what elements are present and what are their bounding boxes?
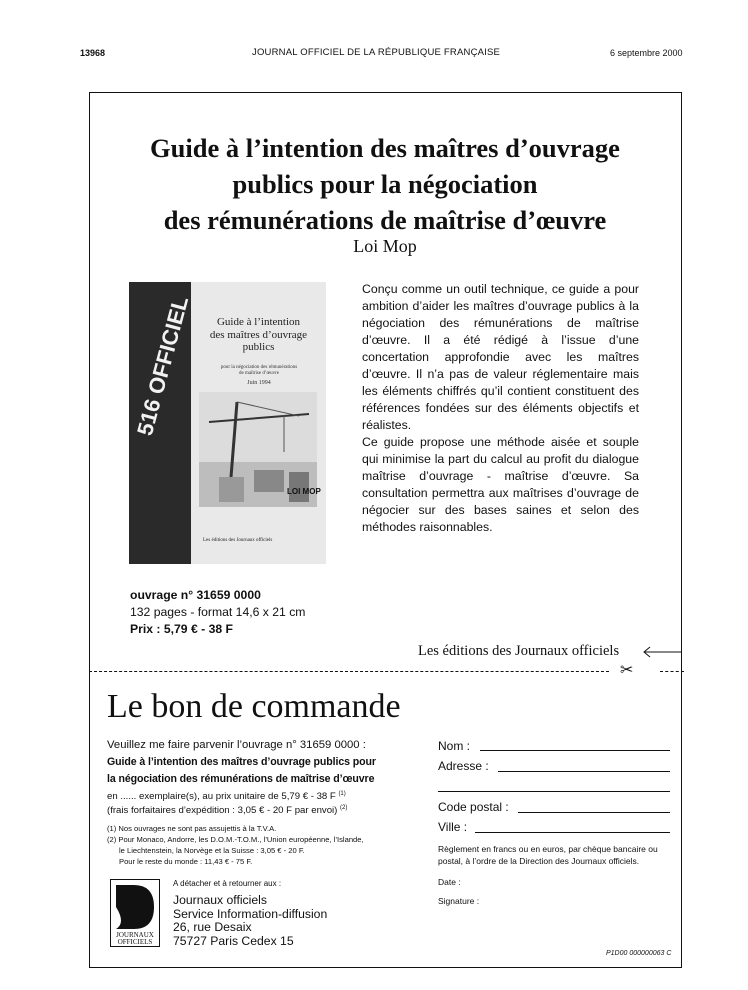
publication-date: 6 septembre 2000 (610, 48, 683, 58)
order-guide-title: la négociation des rémunérations de maîtrise d’œuvre (107, 773, 375, 785)
payment-terms: Règlement en francs ou en euros, par chèque bancaire ou postal, à l’ordre de la Direction des Journaux officiels. (438, 844, 658, 866)
guide-title-line: des rémunérations de maîtrise d’œuvre (163, 205, 607, 235)
order-quantity (107, 791, 346, 802)
cover-subtitle-line: pour la négociation des rémunérations (220, 365, 298, 370)
nom-field[interactable] (480, 750, 670, 751)
arrow-left-icon (642, 645, 682, 659)
cover-title-line: Guide à l’intention (216, 316, 301, 328)
guide-title-line: Guide à l’intention des maîtres d’ouvrage (150, 133, 620, 163)
cut-line (660, 671, 684, 672)
return-instruction: A détacher et à retourner aux : (173, 879, 282, 888)
footnote-ref: (1) (338, 791, 346, 797)
cut-line (89, 671, 609, 672)
order-guide-title: Guide à l’intention des maîtres d’ouvrage publics pour (107, 756, 376, 768)
form-code: P1D00 000000063 C (606, 950, 672, 957)
signature-label: Signature : (438, 896, 480, 906)
footnote-2: (2) Pour Monaco, Andorre, les D.O.M.-T.O.M., l’Union européenne, l’Islande, (107, 835, 364, 844)
cover-title-line: publics (242, 341, 275, 353)
order-intro: Veuillez me faire parvenir l’ouvrage n° 31659 0000 : (107, 739, 366, 751)
ville-label: Ville : (438, 820, 468, 834)
cover-subtitle-line: de maîtrise d’œuvre (239, 371, 279, 376)
book-cover-image (129, 282, 326, 564)
address-line: Service Information-diffusion (173, 906, 328, 921)
footnote-2-line: le Liechtenstein, la Norvège et la Suisse : 3,05 € - 20 F. (119, 846, 305, 855)
description-paragraph: Conçu comme un outil technique, ce guide a pour ambition d’aider les maîtres d’ouvrage publics à la négociation des rémunérations de maîtrise d’œuvre. Il a été rédigé à l’issue d’une concertation approfondie avec les maîtres d’œuvre. Il n’a pas de valeur réglementaire mais les éléments chiffrés qu’il contient constituent des références fondées sur des éléments objectifs et réalistes. (362, 282, 639, 432)
ouvrage-price: Prix : 5,79 € - 38 F (130, 622, 233, 636)
quantity-text: en ...... exemplaire(s), au prix unitaire de 5,79 € - 38 F (107, 791, 336, 803)
ouvrage-format: 132 pages - format 14,6 x 21 cm (130, 605, 306, 619)
address-line: 26, rue Desaix (173, 920, 252, 934)
ouvrage-info (130, 587, 305, 638)
code-postal-field[interactable] (518, 812, 670, 813)
cover-title-line: des maîtres d’ouvrage (209, 328, 308, 341)
footnote-2-line: Pour le reste du monde : 11,43 € - 75 F. (119, 857, 253, 866)
guide-title (100, 130, 670, 238)
adresse-field-line2[interactable] (438, 791, 670, 792)
cover-spine-text: 516 OFFICIEL (132, 293, 194, 439)
guide-title-line: publics pour la négociation (232, 169, 538, 199)
cover-title (191, 316, 326, 354)
journal-title: JOURNAL OFFICIEL DE LA RÉPUBLIQUE FRANÇAISE (252, 47, 501, 58)
adresse-label: Adresse : (438, 759, 489, 773)
shipping-text: (frais forfaitaires d’expédition : 3,05 € - 20 F par envoi) (107, 805, 338, 817)
footnote-1: (1) Nos ouvrages ne sont pas assujettis à la T.V.A. (107, 824, 277, 833)
order-form-title: Le bon de commande (107, 688, 401, 725)
guide-subtitle: Loi Mop (353, 236, 417, 256)
cover-editions: Les éditions des Journaux officiels (203, 538, 273, 543)
footnote-ref: (2) (340, 805, 348, 811)
description-paragraph: Ce guide propose une méthode aisée et souple qui minimise la part du calcul au profit du dialogue maîtrise d’ouvrage - maîtrise d’œuvre. Sa consultation permettra aux maîtrises d’ouvrage de négocier sur des bases saines et selon des méthodes raisonnables. (362, 435, 639, 534)
ville-field[interactable] (475, 832, 670, 833)
return-address (173, 894, 327, 948)
ouvrage-number: ouvrage n° 31659 0000 (130, 588, 261, 602)
scissors-icon: ✂ (620, 662, 634, 679)
code-postal-label: Code postal : (438, 800, 509, 814)
date-label: Date : (438, 877, 461, 887)
publisher-signature: Les éditions des Journaux officiels (418, 643, 620, 659)
cover-date: Juin 1994 (247, 380, 271, 386)
order-shipping (107, 805, 347, 816)
logo-text: OFFICIELS (117, 938, 153, 946)
address-line: 75727 Paris Cedex 15 (173, 933, 294, 948)
cover-subtitle (199, 365, 319, 377)
adresse-field[interactable] (498, 771, 670, 772)
address-line: Journaux officiels (173, 893, 267, 907)
nom-label: Nom : (438, 739, 471, 753)
logo-text: JOURNAUX (116, 931, 154, 939)
cover-badge: LOI MOP (287, 487, 321, 496)
journaux-officiels-logo (110, 879, 160, 947)
page-number: 13968 (80, 48, 106, 58)
guide-description (362, 281, 639, 536)
